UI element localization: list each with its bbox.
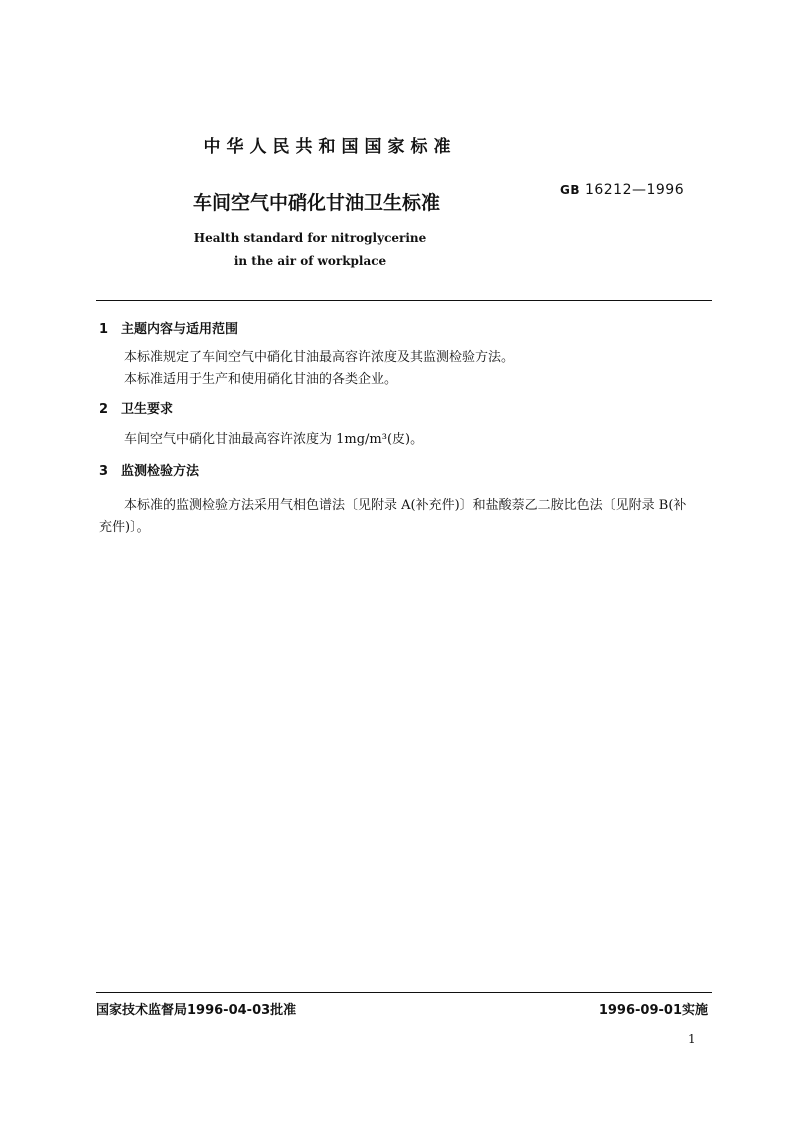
section-title: 主题内容与适用范围 [121, 322, 239, 337]
standard-title-english-line1: Health standard for nitroglycerine [193, 231, 427, 245]
section-1-heading [99, 318, 238, 337]
section-3-paragraph-1: 本标准的监测检验方法采用气相色谱法〔见附录 A(补充件)〕和盐酸萘乙二胺比色法〔见附录 B(补 [124, 498, 687, 513]
section-title: 卫生要求 [121, 402, 174, 417]
section-number: 1 [99, 322, 109, 337]
section-title: 监测检验方法 [121, 464, 200, 479]
standard-code [560, 182, 684, 198]
header-divider [96, 300, 712, 301]
footer-divider [96, 992, 712, 993]
implementation-date: 1996-09-01实施 [598, 1003, 708, 1018]
standard-title-english-line2: in the air of workplace [233, 254, 387, 268]
page-number: 1 [688, 1032, 696, 1046]
standard-title-chinese: 车间空气中硝化甘油卫生标准 [193, 192, 441, 214]
section-3-heading [99, 460, 199, 479]
section-number: 2 [99, 402, 109, 417]
national-standard-heading: 中华人民共和国国家标准 [203, 137, 457, 157]
section-2-paragraph-1: 车间空气中硝化甘油最高容许浓度为 1mg/m³(皮)。 [124, 432, 424, 447]
section-2-heading [99, 398, 173, 417]
section-number: 3 [99, 464, 109, 479]
standard-code-number: 16212—1996 [584, 182, 685, 198]
approval-date: 国家技术监督局1996-04-03批准 [96, 1003, 297, 1018]
section-1-paragraph-1: 本标准规定了车间空气中硝化甘油最高容许浓度及其监测检验方法。 [124, 350, 515, 365]
section-1-paragraph-2: 本标准适用于生产和使用硝化甘油的各类企业。 [124, 372, 398, 387]
section-3-paragraph-2: 充件)〕。 [99, 520, 150, 535]
standard-code-prefix: GB [560, 183, 580, 197]
